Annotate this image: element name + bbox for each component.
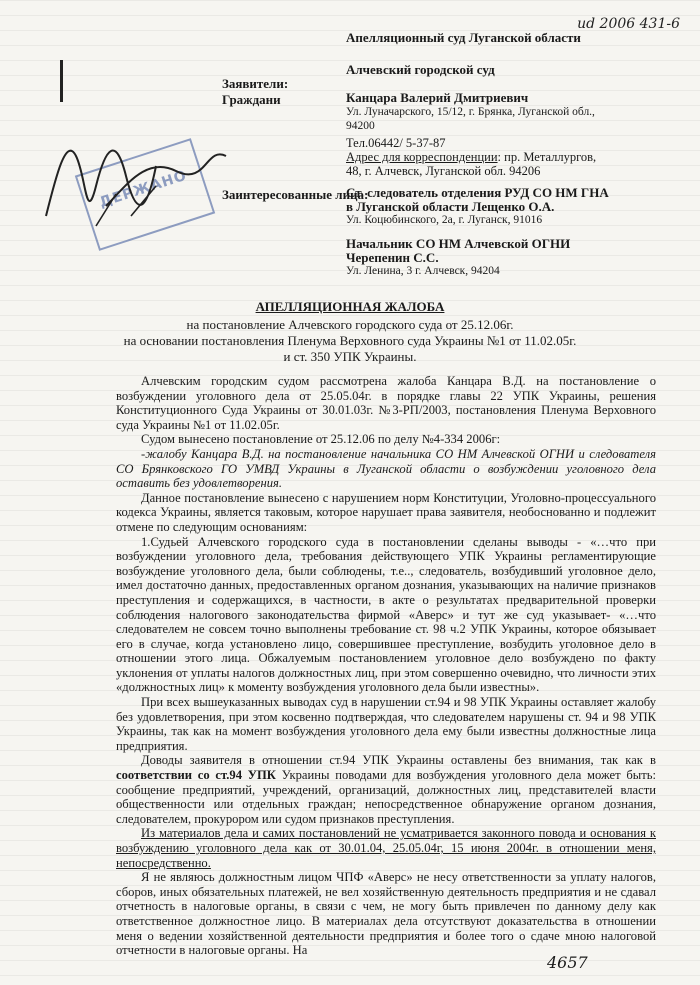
court-city: Алчевский городской суд xyxy=(346,62,495,77)
interested-label: Заинтересованные лица: xyxy=(222,187,369,202)
paragraph-4: 1.Судьей Алчевского городского суда в постановлении сделаны выводы - «…что при возбуждении уголовного дела, требования действующего УПК Украины регламентирующие возбуждение уголовного дела, были соблюдены, т.е.., следователь, возбудивший уголовное дело, имел достаточно данных, предоставленных органом дознания, указывающих на наличие признаков преступления и содержащихся, в частности, в акте о результатах предварительной проверки соблюдения налогового законодательства фирмой «Аверс» и тут же суд указывает- «…что следователем не совсем точно выполнены требование ст. 98 ч.2 УПК Украины, которое обязывает его в случае, когда установлено лицо, совершившее преступление, возбудить уголовное дело в отношении этого лица. Обжалуемым постановлением уголовное дело возбуждено по факту уклонения от уплаты налогов должностных лиц, при этом совершенно очевидно, что личности этих «должностных лиц» к моменту возбуждения уголовного дела были известны». xyxy=(116,534,656,695)
paragraph-7: Из материалов дела и самих постановлений не усматривается законного повода и основания к возбуждению уголовного дела как от 30.01.04, 25.05.04г, 15 июня 2004г. в отношении меня, непосредственно. xyxy=(116,826,656,870)
correspondence-label: Адрес для корреспонденции xyxy=(346,150,498,164)
court-appeal: Апелляционный суд Луганской области xyxy=(346,30,581,45)
applicant-name: Канцара Валерий Дмитриевич xyxy=(346,90,529,105)
stamp-text: ДЕРЖАНО xyxy=(97,167,189,211)
subtitle-2: на основании постановления Пленума Верховного суда Украины №1 от 11.02.05г. xyxy=(123,333,577,348)
document-body xyxy=(116,374,656,958)
margin-mark xyxy=(60,60,63,102)
paragraph-5: При всех вышеуказанных выводах суд в нарушении ст.94 и 98 УПК Украины оставляет жалобу без удовлетворения, при этом косвенно подтверждая, что следователем нарушены ст. 94 и 98 УПК Украины, так как на момент возбуждения уголовного дела ему были известны должностные лица предприятия. xyxy=(116,695,656,753)
paragraph-1: Алчевским городским судом рассмотрена жалоба Канцара В.Д. на постановление о возбуждении уголовного дела от 25.05.04г. в порядке главы 22 УПК Украины, решения Конституционного Суда Украины от 30.01.03г. №3-РП/2003, постановления Пленума Верховного суда Украины №1 от 11.02.05г. xyxy=(116,374,656,432)
applicants-label: Заявители: xyxy=(222,76,289,91)
paragraph-6-start: Доводы заявителя в отношении ст.94 УПК Украины оставлены без внимания, так как в xyxy=(141,753,656,768)
citizen-label: Граждани xyxy=(222,92,281,107)
paragraph-2-decision: -жалобу Канцара В.Д. на постановление начальника СО НМ Алчевской ОГНИ и следователя СО Брянковского ГО УМВД Украины в Луганской области о возбуждении уголовного дела оставить без удовлетворения. xyxy=(116,446,656,491)
paragraph-6-emphasis: соответствии со ст.94 УПК xyxy=(116,768,276,783)
applicant-address-1: Ул. Луначарского, 15/12, г. Брянка, Луганской обл., xyxy=(346,106,595,118)
party1-line1: Ст. следователь отделения РУД СО НМ ГНА xyxy=(346,185,609,200)
paragraph-2: Судом вынесено постановление от 25.12.06 по делу №4-334 2006г: xyxy=(141,432,501,447)
document-title: АПЕЛЛЯЦИОННАЯ ЖАЛОБА xyxy=(255,299,445,314)
subtitle-1: на постановление Алчевского городского суда от 25.12.06г. xyxy=(186,317,514,332)
paragraph-8: Я не являюсь должностным лицом ЧПФ «Аверс» не несу ответственности за уплату налогов, сборов, иных обязательных платежей, не вел хозяйственную деятельность предприятия и не сдавал отчетность в налоговые органы, в связи с чем, не могу быть привлечен по данному делу как ответственное должностное лицо. В материалах дела отсутствуют доказательства в отношении меня о ведении хозяйственной деятельности предприятия и более того о сдаче мною налоговой отчетности в налоговые органы. На xyxy=(116,870,656,958)
paragraph-3: Данное постановление вынесено с нарушением норм Конституции, Уголовно-процессуального кодекса Украины, является таковым, которое нарушает права заявителя, необоснованно и подлежит отмене по следующим основаниям: xyxy=(116,490,656,534)
party1-line2: в Луганской области Лещенко О.А. xyxy=(346,199,555,214)
party1-address: Ул. Коцюбинского, 2а, г. Луганск, 91016 xyxy=(346,214,543,226)
paragraph-6 xyxy=(116,753,656,826)
applicant-correspondence-2: 48, г. Алчевск, Луганской обл. 94206 xyxy=(346,164,541,178)
paragraph-6-end: Украины поводами для возбуждения уголовного дела может быть: сообщение предприятий, учреждений, организаций, должностных лиц, представителей власти общественности или отдельных граждан; непосредственное обнаружение органом дознания, следователем, прокурором или судом признаков преступления. xyxy=(116,768,656,826)
page-number: 4657 xyxy=(547,953,588,972)
handwritten-signature xyxy=(36,116,236,236)
party2-line1: Начальник СО НМ Алчевской ОГНИ xyxy=(346,236,571,251)
party2-line2: Черепенин С.С. xyxy=(346,250,439,265)
party2-address: Ул. Ленина, 3 г. Алчевск, 94204 xyxy=(346,265,500,277)
correspondence-line-1: : пр. Металлургов, xyxy=(497,150,597,164)
reference-number: ud 2006 431-6 xyxy=(577,16,680,32)
applicant-address-2: 94200 xyxy=(346,120,375,132)
applicant-correspondence xyxy=(346,150,596,165)
applicant-phone: Тел.06442/ 5-37-87 xyxy=(346,136,446,150)
subtitle-3: и ст. 350 УПК Украины. xyxy=(283,349,417,364)
